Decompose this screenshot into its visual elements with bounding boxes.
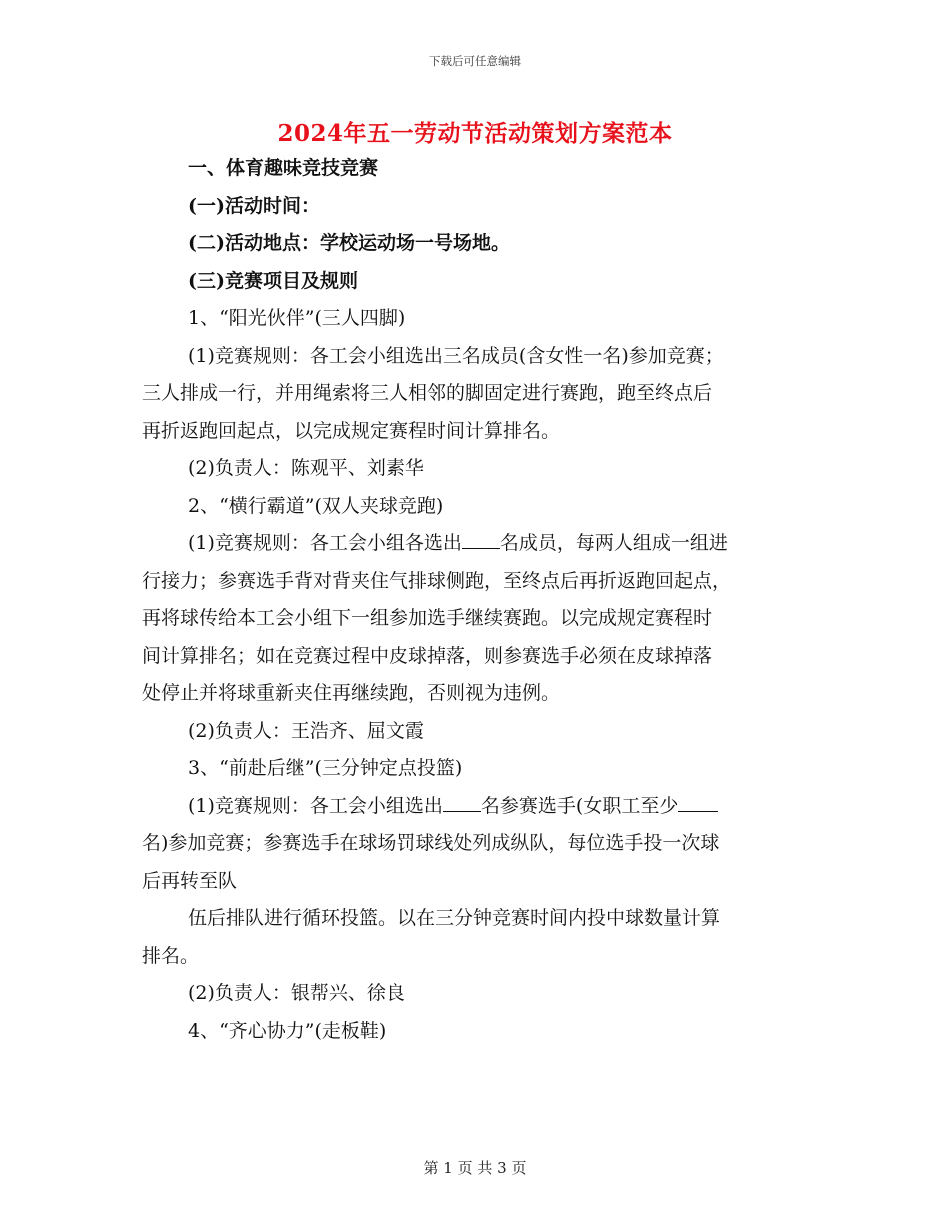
item3-continued-line: 伍后排队进行循环投篮。以在三分钟竞赛时间内投中球数量计算 [188, 907, 721, 929]
item2-rule-line [142, 525, 812, 563]
item2-rule-line: 再将球传给本工会小组下一组参加选手继续赛跑。以完成规定赛程时 [142, 607, 713, 629]
document-title: 2024年五一劳动节活动策划方案范本 [277, 120, 673, 147]
page-number: 第 1 页 共 3 页 [423, 1159, 527, 1177]
fill-blank [462, 530, 500, 549]
item2-rule-text: 名成员，每两人组成一组进 [499, 532, 728, 554]
header-note: 下载后可任意编辑 [429, 54, 521, 68]
item3-title: 3、“前赴后继”(三分钟定点投篮) [188, 757, 463, 779]
item2-owner: (2)负责人：王浩齐、屈文霞 [188, 719, 424, 742]
item3-rule-line: 后再转至队 [142, 869, 238, 892]
item1-rule-line: 三人排成一行，并用绳索将三人相邻的脚固定进行赛跑，跑至终点后 [142, 382, 713, 404]
item2-rule-line: 处停止并将球重新夹住再继续跑，否则视为违例。 [142, 682, 561, 704]
fill-blank [443, 793, 481, 812]
item3-rule-line: 名)参加竞赛；参赛选手在球场罚球线处列成纵队，每位选手投一次球 [142, 832, 720, 854]
item2-rule-text: (1)竞赛规则：各工会小组各选出 [188, 532, 462, 554]
item1-rule-line: (1)竞赛规则：各工会小组选出三名成员(含女性一名)参加竞赛； [188, 344, 724, 367]
item4-title: 4、“齐心协力”(走板鞋) [188, 1019, 387, 1042]
document-body [142, 150, 812, 1050]
fill-blank [678, 793, 718, 812]
item3-rule-text: 名参赛选手(女职工至少 [480, 794, 679, 817]
item3-rule-line [142, 788, 812, 826]
item1-title: 1、“阳光伙伴”(三人四脚) [188, 307, 406, 329]
activity-place: (二)活动地点：学校运动场一号场地。 [188, 232, 510, 254]
items-heading: (三)竞赛项目及规则 [188, 269, 358, 292]
item2-rule-line: 行接力；参赛选手背对背夹住气排球侧跑，至终点后再折返跑回起点， [142, 569, 732, 592]
item3-continued-line: 排名。 [142, 944, 200, 967]
item3-rule-text: (1)竞赛规则：各工会小组选出 [188, 794, 443, 817]
item3-owner: (2)负责人：银帮兴、徐良 [188, 982, 405, 1004]
item1-rule-line: 再折返跑回起点，以完成规定赛程时间计算排名。 [142, 419, 561, 442]
section-heading: 一、体育趣味竞技竞赛 [188, 157, 379, 179]
item1-owner: (2)负责人：陈观平、刘素华 [188, 457, 424, 479]
item2-title: 2、“横行霸道”(双人夹球竞跑) [188, 494, 444, 517]
activity-time: (一)活动时间： [188, 194, 320, 217]
item2-rule-line: 间计算排名；如在竞赛过程中皮球掉落，则参赛选手必须在皮球掉落 [142, 644, 713, 667]
